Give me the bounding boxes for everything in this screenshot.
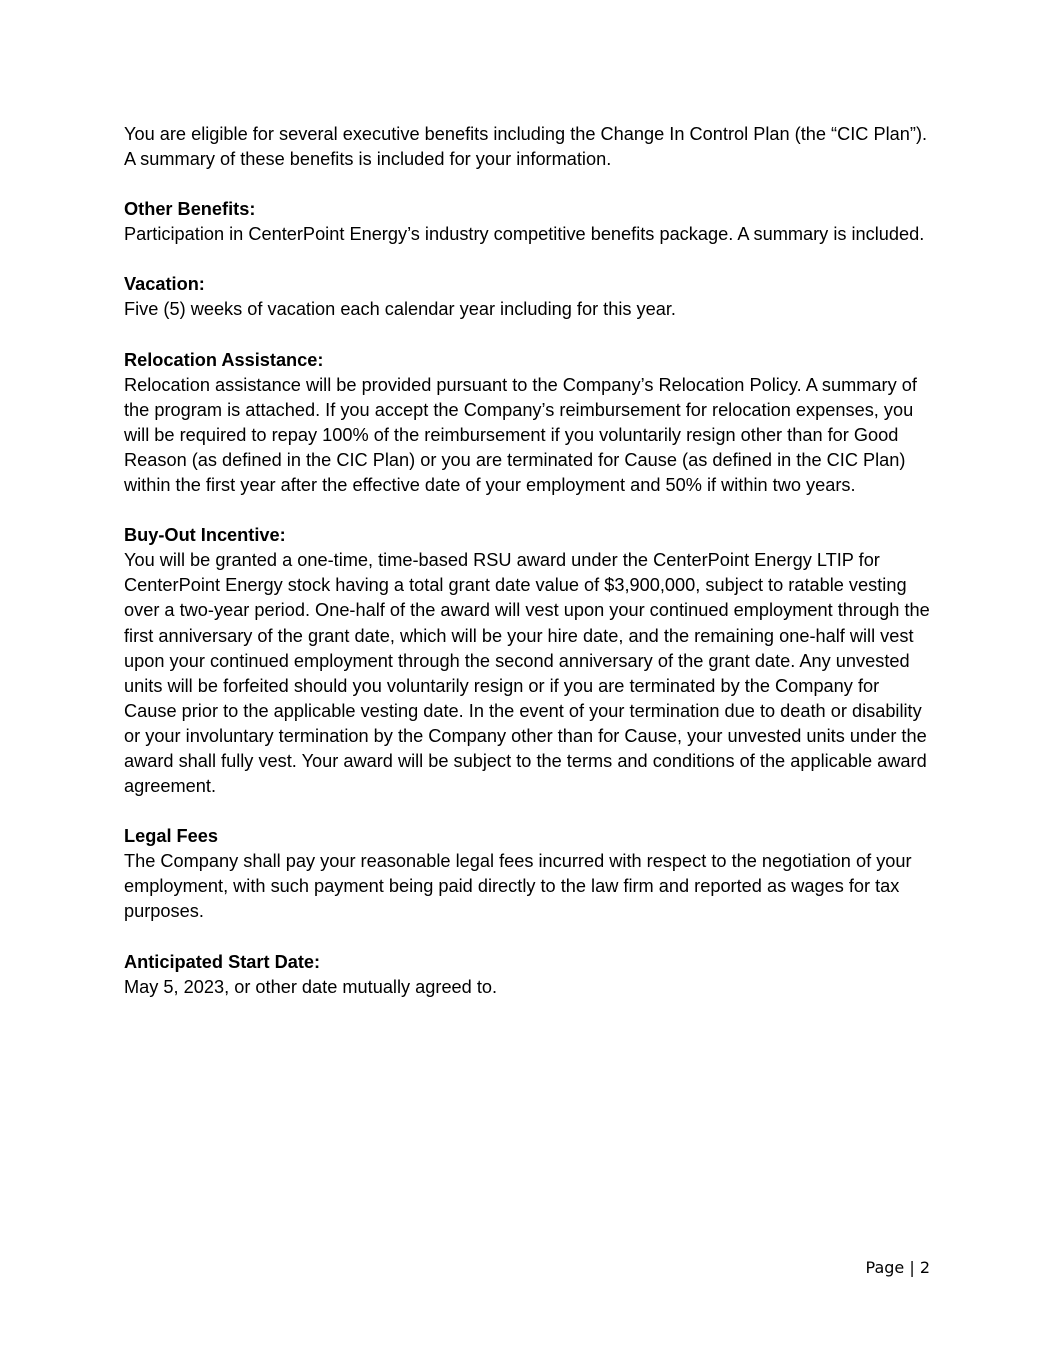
section-relocation-assistance xyxy=(124,348,936,499)
document-body xyxy=(124,122,936,1000)
section-heading: Vacation: xyxy=(124,274,205,295)
section-body: The Company shall pay your reasonable legal fees incurred with respect to the negotiation of your employment, with such payment being paid directly to the law firm and reported as wages for tax purposes. xyxy=(124,851,912,922)
section-body: Participation in CenterPoint Energy’s industry competitive benefits package. A summary is included. xyxy=(124,224,925,245)
page-number: Page | 2 xyxy=(865,1258,930,1277)
intro-paragraph: You are eligible for several executive benefits including the Change In Control Plan (the “CIC Plan”). A summary of these benefits is included for your information. xyxy=(124,124,928,170)
section-heading: Buy-Out Incentive: xyxy=(124,525,286,546)
section-other-benefits xyxy=(124,197,936,247)
section-heading: Relocation Assistance: xyxy=(124,349,324,370)
section-vacation xyxy=(124,272,936,322)
section-body: Relocation assistance will be provided pursuant to the Company’s Relocation Policy. A summary of the program is attached. If you accept the Company’s reimbursement for relocation expenses, you will be required to repay 100% of the reimbursement if you voluntarily resign other than for Good Reason (as defined in the CIC Plan) or you are terminated for Cause (as defined in the CIC Plan) within the first year after the effective date of your employment and 50% if within two years. xyxy=(124,374,917,496)
section-heading: Legal Fees xyxy=(124,826,219,847)
section-buy-out-incentive xyxy=(124,523,936,799)
section-heading: Anticipated Start Date: xyxy=(124,951,321,972)
section-anticipated-start-date xyxy=(124,950,936,1000)
section-heading: Other Benefits: xyxy=(124,199,256,220)
section-body: Five (5) weeks of vacation each calendar year including for this year. xyxy=(124,299,676,320)
section-body: May 5, 2023, or other date mutually agreed to. xyxy=(124,976,498,997)
section-body: You will be granted a one-time, time-based RSU award under the CenterPoint Energy LTIP for CenterPoint Energy stock having a total grant date value of $3,900,000, subject to ratable vesting over a two-year period. One-half of the award will vest upon your continued employment through the first anniversary of the grant date, which will be your hire date, and the remaining one-half will vest upon your continued employment through the second anniversary of the grant date. Any unvested units will be forfeited should you voluntarily resign or if you are terminated by the Company for Cause prior to the applicable vesting date. In the event of your termination due to death or disability or your involuntary termination by the Company other than for Cause, your unvested units under the award shall fully vest. Your award will be subject to the terms and conditions of the applicable award agreement. xyxy=(124,550,930,797)
section-legal-fees xyxy=(124,824,936,924)
